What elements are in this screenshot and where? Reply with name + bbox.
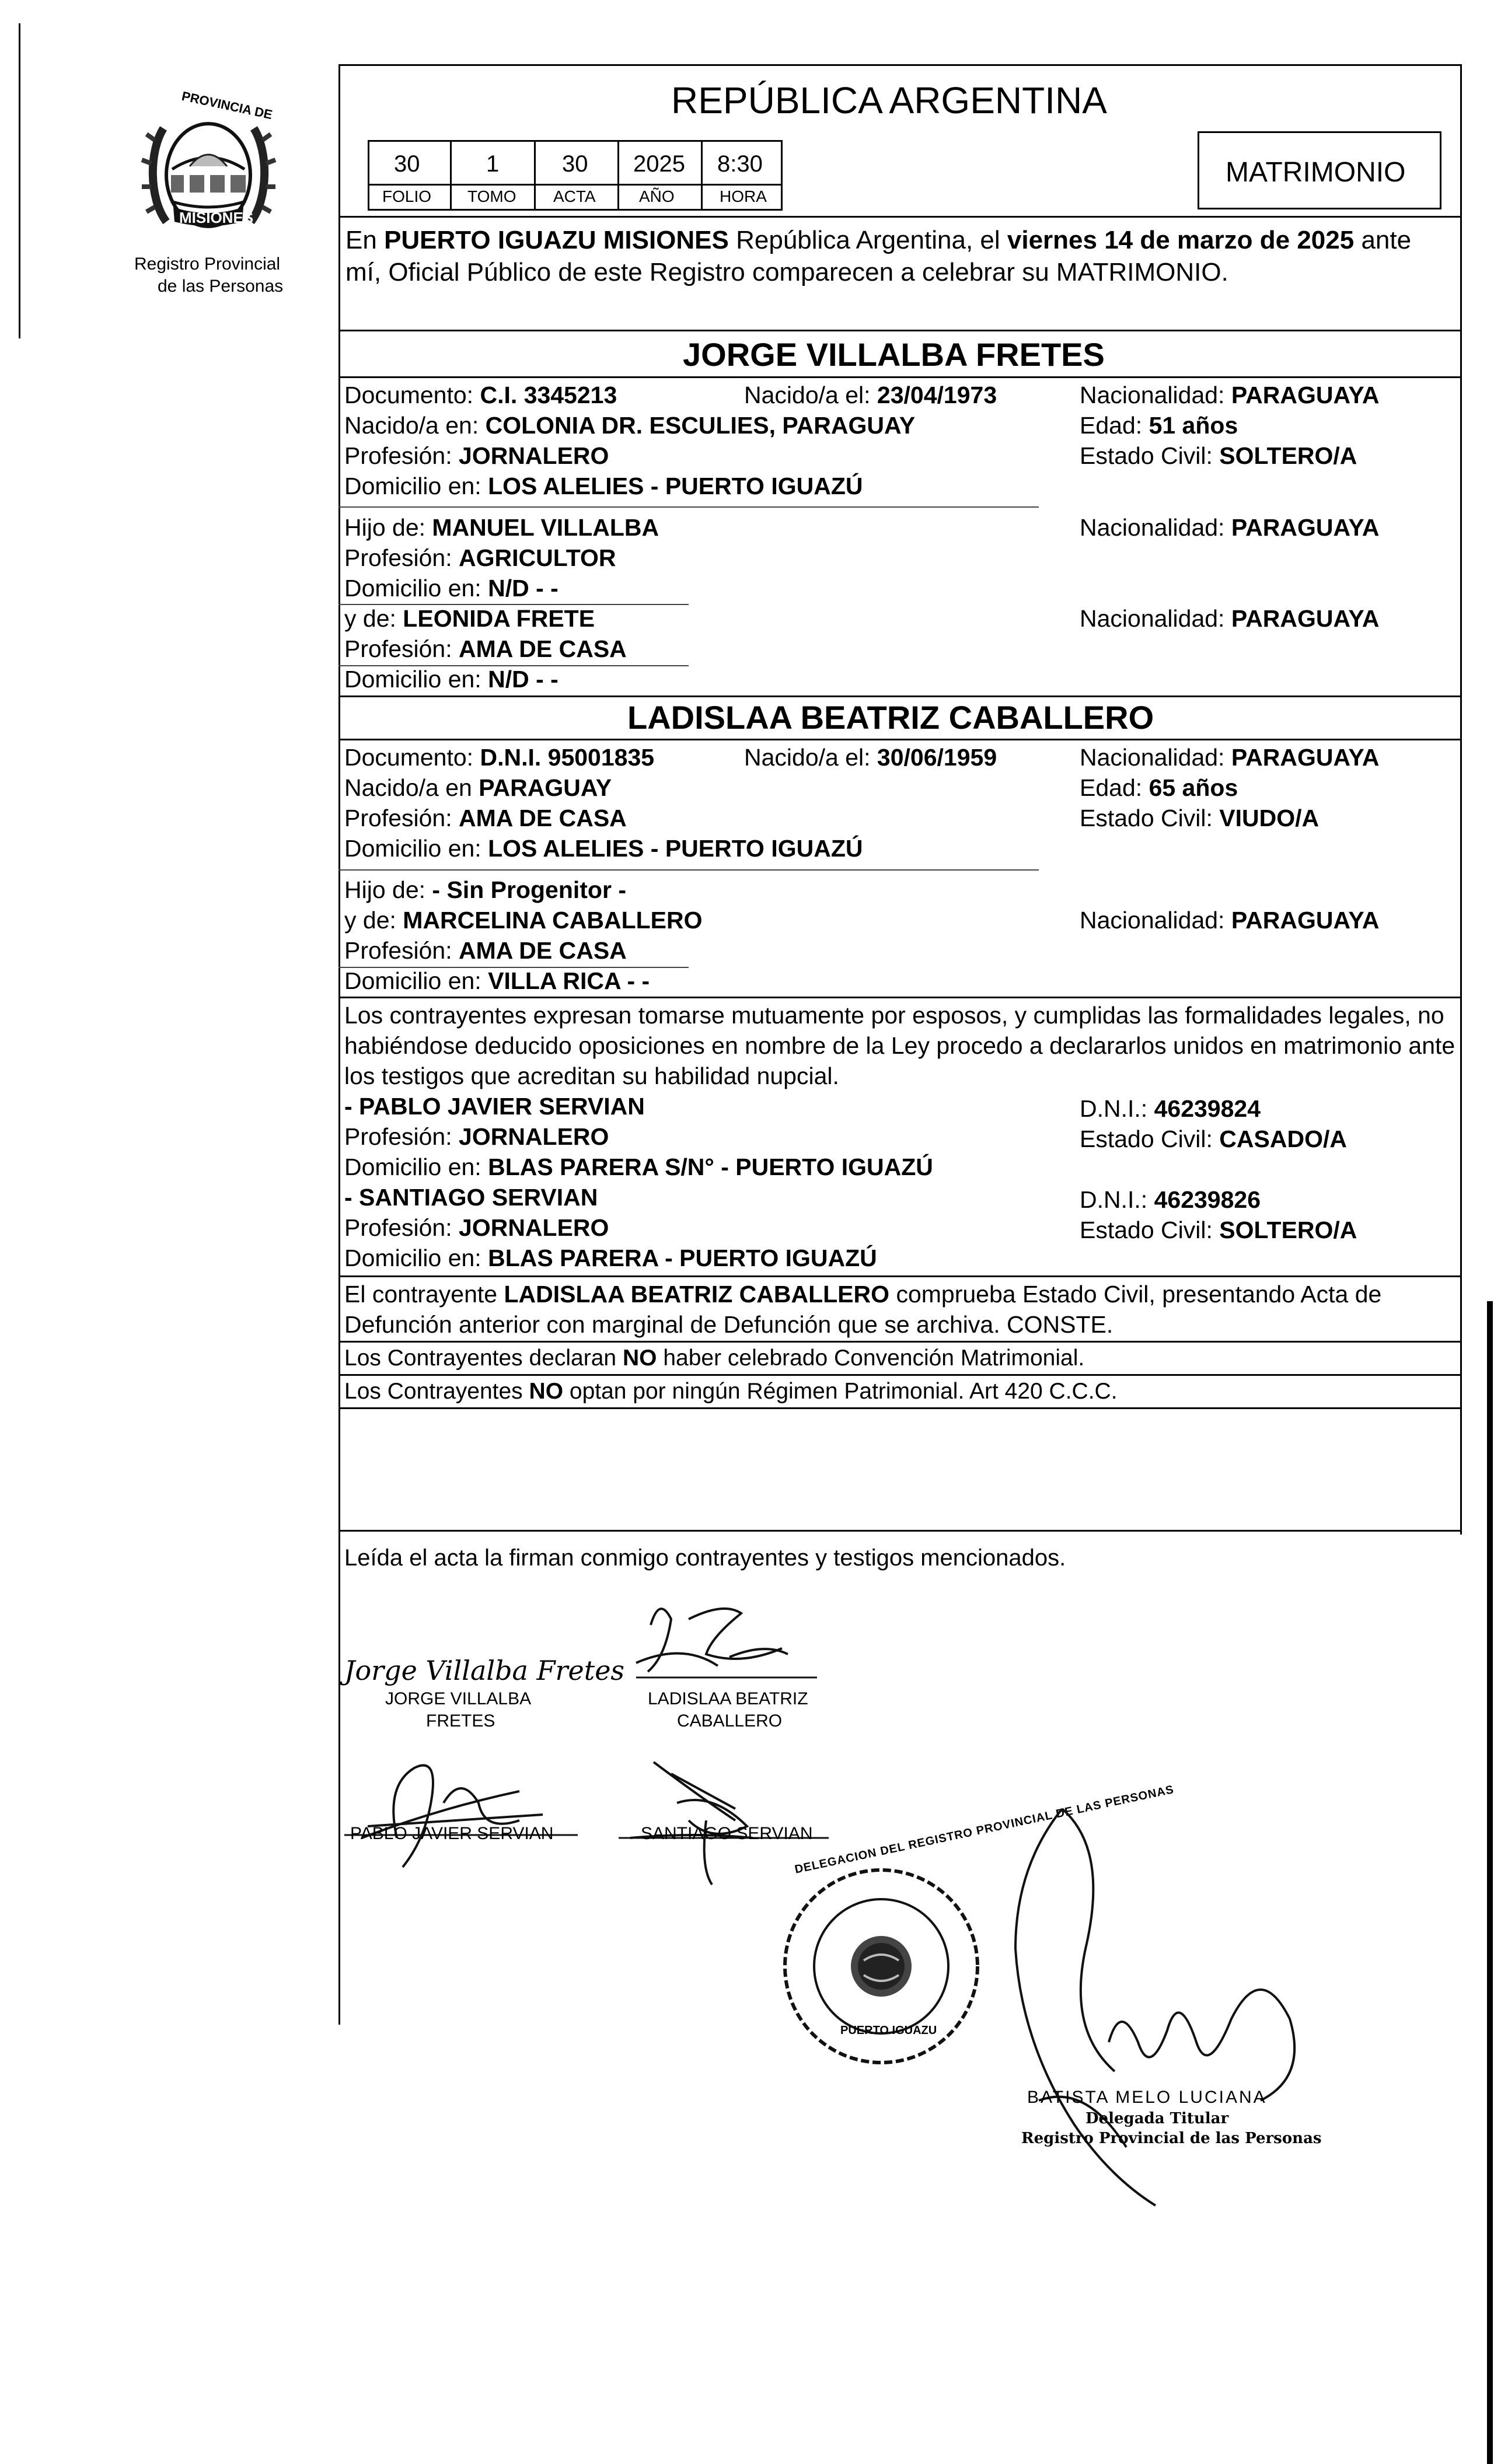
spouse2-mother-dom: Domicilio en: VILLA RICA - - <box>344 967 650 994</box>
witness1-dni: D.N.I.: 46239824 <box>1080 1095 1261 1122</box>
spouse1-nat: Nacionalidad: PARAGUAYA <box>1080 382 1380 408</box>
spouse2-signature <box>624 1602 817 1683</box>
intro-line-2: mí, Oficial Público de este Registro comparecen a celebrar su MATRIMONIO. <box>345 258 1228 286</box>
spouse2-mother-prof: Profesión: AMA DE CASA <box>344 937 627 964</box>
section-divider-6 <box>338 1374 1462 1376</box>
spouse1-mother: y de: LEONIDA FRETE <box>344 605 595 632</box>
spouse2-father: Hijo de: - Sin Progenitor - <box>344 876 626 903</box>
acta-label: ACTA <box>553 187 596 205</box>
spouse1-born: Nacido/a el: 23/04/1973 <box>744 382 997 408</box>
official-name: BATISTA MELO LUCIANA <box>1027 2088 1267 2107</box>
declaration-line-1: Los contrayentes expresan tomarse mutuamente por esposos, y cumplidas las formalidades legales, no <box>344 1002 1444 1029</box>
spouse1-sep <box>338 506 1039 508</box>
spouse1-name: JORGE VILLALBA FRETES <box>683 336 1105 373</box>
spouse1-doc: Documento: C.I. 3345213 <box>344 382 617 408</box>
spouse1-father-prof: Profesión: AGRICULTOR <box>344 544 616 571</box>
spouse1-signature: Jorge Villalba Fretes <box>344 1655 625 1686</box>
hora-value: 8:30 <box>717 151 763 177</box>
header-divider <box>338 216 1462 218</box>
folio-label: FOLIO <box>382 187 432 205</box>
section-divider-1 <box>338 330 1462 331</box>
spouse1-father: Hijo de: MANUEL VILLALBA <box>344 514 659 541</box>
logo-banner: MISIONES <box>179 209 254 226</box>
official-office: Registro Provincial de las Personas <box>1021 2130 1322 2147</box>
sig-label-1a: JORGE VILLALBA <box>385 1689 532 1708</box>
spouse1-age: Edad: 51 años <box>1080 412 1238 439</box>
official-title: Delegada Titular <box>1085 2110 1229 2127</box>
spouse2-civil: Estado Civil: VIUDO/A <box>1080 805 1320 831</box>
section-divider-2 <box>338 695 1462 697</box>
spouse1-name-line <box>338 376 1462 378</box>
tomo-value: 1 <box>486 151 500 177</box>
spouse1-prof: Profesión: JORNALERO <box>344 442 609 469</box>
spouse2-doc: Documento: D.N.I. 95001835 <box>344 744 655 771</box>
right-edge-bar <box>1487 1301 1493 2464</box>
sig-label-2b: CABALLERO <box>677 1711 783 1731</box>
spouse1-father-nat: Nacionalidad: PARAGUAYA <box>1080 514 1380 541</box>
witness2-prof: Profesión: JORNALERO <box>344 1214 609 1241</box>
witness1-dom: Domicilio en: BLAS PARERA S/N° - PUERTO IGUAZÚ <box>344 1154 933 1180</box>
convention-line: Los Contrayentes declaran NO haber celebrado Convención Matrimonial. <box>344 1345 1085 1371</box>
official-signature <box>934 1797 1354 2217</box>
sig-label-1b: FRETES <box>426 1711 495 1731</box>
spouse1-mother-prof: Profesión: AMA DE CASA <box>344 635 627 662</box>
spouse2-name: LADISLAA BEATRIZ CABALLERO <box>627 699 1154 736</box>
spouse1-father-dom: Domicilio en: N/D - - <box>344 575 558 602</box>
witness2-civil: Estado Civil: SOLTERO/A <box>1080 1217 1357 1243</box>
witness2-name: - SANTIAGO SERVIAN <box>344 1184 598 1211</box>
note-line-2: Defunción anterior con marginal de Defunción que se archiva. CONSTE. <box>344 1311 1113 1338</box>
sig-label-4: SANTIAGO SERVIAN <box>641 1824 813 1843</box>
spouse2-mother: y de: MARCELINA CABALLERO <box>344 907 703 934</box>
stamp-text: DELEGACION DEL REGISTRO PROVINCIAL DE LAS PERSONAS <box>793 1783 1175 1876</box>
regime-line: Los Contrayentes NO optan por ningún Régimen Patrimonial. Art 420 C.C.C. <box>344 1379 1118 1404</box>
logo-caption-1: Registro Provincial <box>134 254 281 274</box>
closing-text: Leída el acta la firman conmigo contrayentes y testigos mencionados. <box>344 1545 1066 1571</box>
logo-caption-2: de las Personas <box>158 277 284 296</box>
logo-arc-text: PROVINCIA DE <box>180 88 274 123</box>
witness1-civil: Estado Civil: CASADO/A <box>1080 1126 1347 1152</box>
intro-line-1: En PUERTO IGUAZU MISIONES República Argentina, el viernes 14 de marzo de 2025 ante <box>345 226 1412 254</box>
act-type: MATRIMONIO <box>1226 157 1406 188</box>
spouse2-mother-nat: Nacionalidad: PARAGUAYA <box>1080 907 1380 934</box>
declaration-line-3: los testigos que acreditan su habilidad nupcial. <box>344 1063 839 1089</box>
section-divider-8 <box>338 1530 1462 1532</box>
frame-left <box>338 64 340 2025</box>
spouse2-prof: Profesión: AMA DE CASA <box>344 805 627 831</box>
spouse1-civil: Estado Civil: SOLTERO/A <box>1080 442 1357 469</box>
tomo-label: TOMO <box>467 187 516 205</box>
stamp-bottom: PUERTO IGUAZU <box>840 2024 937 2037</box>
spouse1-place: Nacido/a en: COLONIA DR. ESCULIES, PARAGUAY <box>344 412 916 439</box>
sig-label-2a: LADISLAA BEATRIZ <box>648 1689 808 1708</box>
spouse1-dom: Domicilio en: LOS ALELIES - PUERTO IGUAZÚ <box>344 473 863 499</box>
spouse2-nat: Nacionalidad: PARAGUAYA <box>1080 744 1380 771</box>
province-logo <box>131 88 286 263</box>
spouse2-name-line <box>338 739 1462 740</box>
witness1-name: - PABLO JAVIER SERVIAN <box>344 1093 645 1120</box>
section-divider-4 <box>338 1275 1462 1277</box>
year-label: AÑO <box>639 187 675 205</box>
witness2-dni: D.N.I.: 46239826 <box>1080 1186 1261 1213</box>
spouse1-mother-dom: Domicilio en: N/D - - <box>344 666 558 693</box>
section-divider-5 <box>338 1341 1462 1343</box>
folio-value: 30 <box>394 151 420 177</box>
spouse1-mother-nat: Nacionalidad: PARAGUAYA <box>1080 605 1380 632</box>
spouse2-age: Edad: 65 años <box>1080 774 1238 801</box>
section-divider-3 <box>338 997 1462 998</box>
spouse2-dom: Domicilio en: LOS ALELIES - PUERTO IGUAZÚ <box>344 835 863 862</box>
frame-top <box>338 64 1462 66</box>
acta-value: 30 <box>562 151 588 177</box>
page-title: REPÚBLICA ARGENTINA <box>671 79 1107 121</box>
section-divider-7 <box>338 1407 1462 1409</box>
note-line-1: El contrayente LADISLAA BEATRIZ CABALLERO comprueba Estado Civil, presentando Acta de <box>344 1281 1382 1308</box>
spouse2-born: Nacido/a el: 30/06/1959 <box>744 744 997 771</box>
hora-label: HORA <box>720 187 767 205</box>
frame-right <box>1460 64 1462 1535</box>
witness1-prof: Profesión: JORNALERO <box>344 1123 609 1150</box>
registry-table <box>368 140 783 211</box>
spouse2-place: Nacido/a en PARAGUAY <box>344 774 612 801</box>
spouse2-sep <box>338 869 1039 871</box>
sig-label-3: PABLO JAVIER SERVIAN <box>350 1824 554 1843</box>
declaration-line-2: habiéndose deducido oposiciones en nombre de la Ley procedo a declararlos unidos en matrimonio ante <box>344 1032 1455 1059</box>
witness1-signature <box>344 1750 589 1890</box>
margin-line <box>19 23 20 338</box>
witness2-dom: Domicilio en: BLAS PARERA - PUERTO IGUAZÚ <box>344 1245 877 1271</box>
year-value: 2025 <box>633 151 685 177</box>
